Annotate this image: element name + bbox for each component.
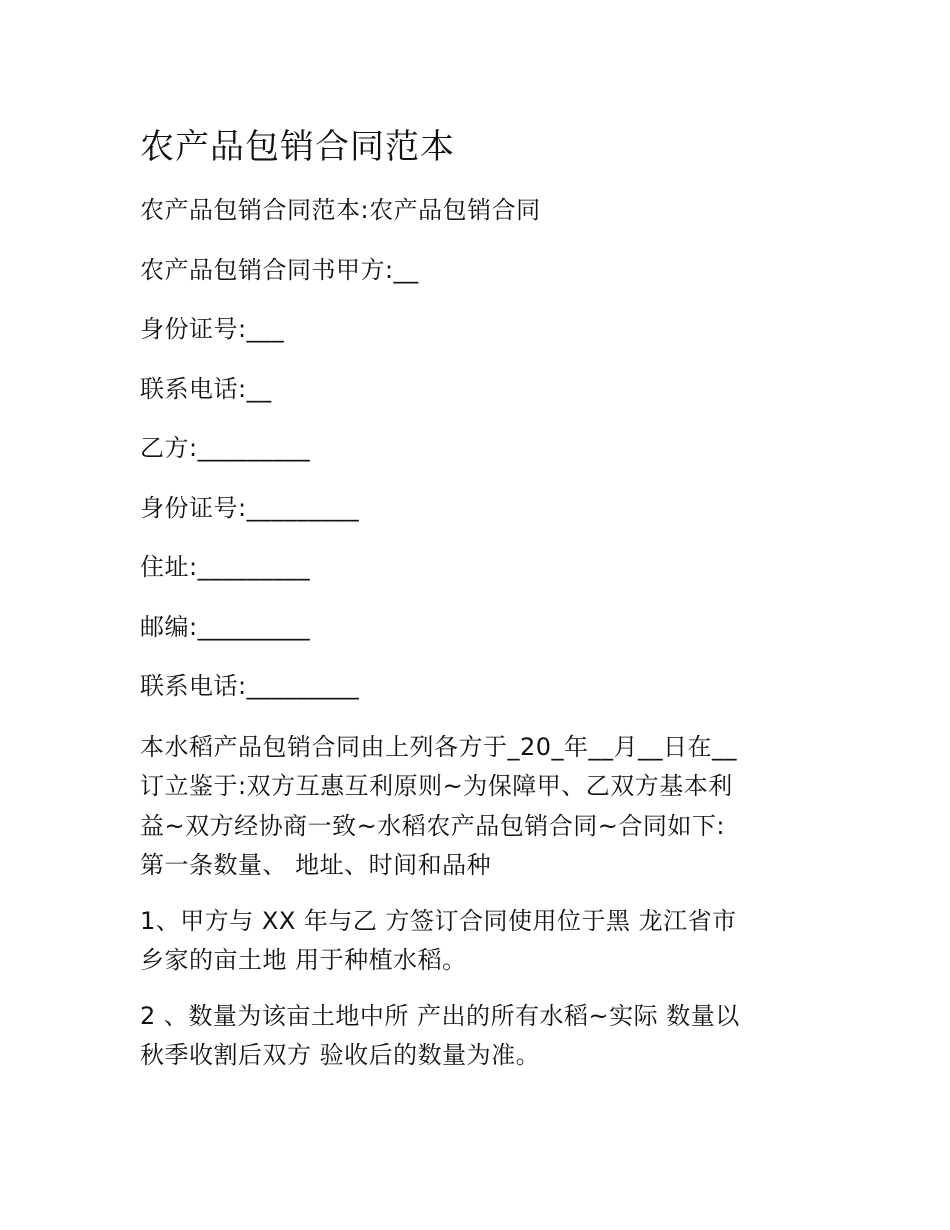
paragraph-line: 2 、数量为该亩土地中所 产出的所有水稻~实际 数量以: [140, 1001, 740, 1030]
paragraph-line: 订立鉴于:双方互惠互利原则~为保障甲、乙双方基本利: [140, 772, 733, 800]
paragraph-line: 本水稻产品包销合同由上列各方于_20_年__月__日在__: [140, 732, 738, 761]
paragraph-line: 1、甲方与 XX 年与乙 方签订合同使用位于黑 龙江省市: [140, 906, 737, 935]
document-body: [140, 122, 805, 1092]
party-b-postcode-field: 邮编:_________: [140, 612, 311, 641]
document-title: 农产品包销合同范本: [140, 127, 455, 167]
party-a-field: 农产品包销合同书甲方:__: [140, 255, 419, 284]
party-b-phone-field: 联系电话:_________: [140, 672, 360, 700]
party-b-field: 乙方:_________: [140, 434, 311, 462]
clause-2-paragraph: [140, 997, 805, 1076]
party-b-id-field: 身份证号:_________: [140, 493, 360, 522]
paragraph-line: 第一条数量、 地址、时间和品种: [140, 851, 492, 879]
party-b-address-field: 住址:_________: [140, 553, 311, 581]
paragraph-line: 益~双方经协商一致~水稻农产品包销合同~合同如下:: [140, 811, 725, 840]
paragraph-line: 秋季收割后双方 验收后的数量为准。: [140, 1041, 541, 1069]
contract-subtitle: 农产品包销合同范本:农产品包销合同: [140, 196, 541, 224]
party-a-id-field: 身份证号:___: [140, 315, 285, 343]
clause-1-paragraph: [140, 902, 805, 981]
party-a-phone-field: 联系电话:__: [140, 374, 272, 403]
paragraph-line: 乡家的亩土地 用于种植水稻。: [140, 946, 467, 974]
contract-intro-paragraph: [140, 728, 805, 886]
